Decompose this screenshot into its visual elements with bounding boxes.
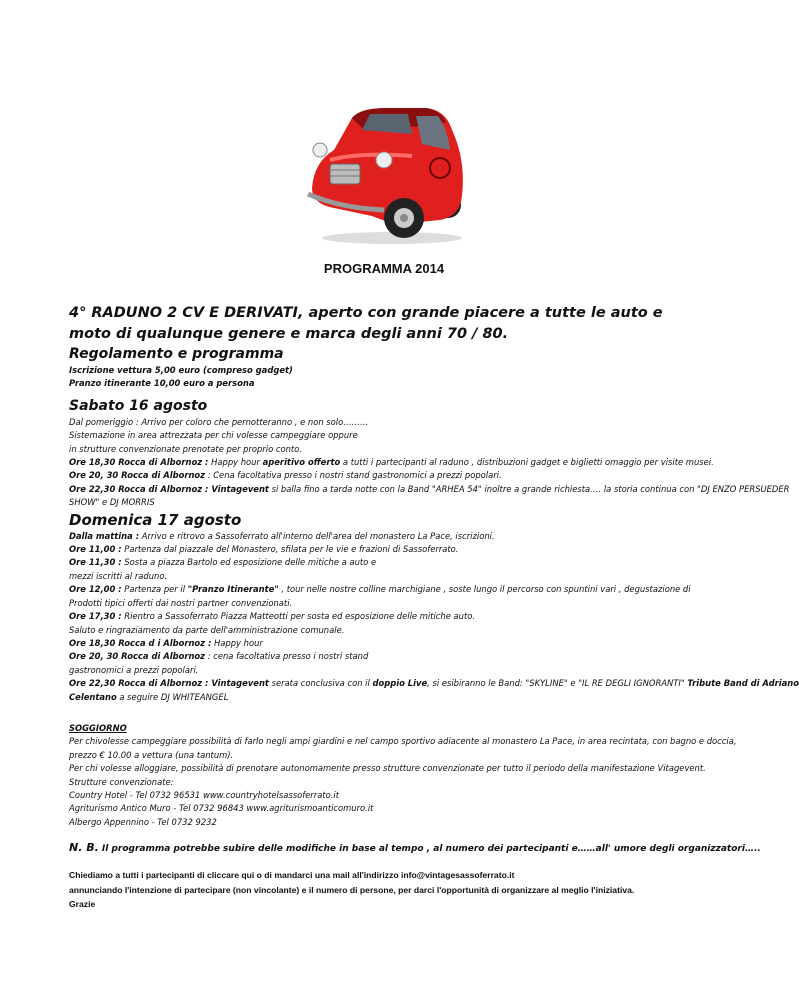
schedule-line: Dalla mattina : Arrivo e ritrovo a Sassoferrato all'interno dell'area del monastero La Pace, iscrizioni. (69, 530, 495, 541)
schedule-line: Sistemazione in area attrezzata per chi volesse campeggiare oppure (69, 430, 358, 441)
schedule-line: in strutture convenzionate prenotate per proprio conto. (69, 443, 302, 454)
regolamento-heading: Regolamento e programma (69, 346, 284, 362)
schedule-line: Ore 11,30 : Sosta a piazza Bartolo ed esposizione delle mitiche a auto e (69, 557, 377, 568)
soggiorno-line: Albergo Appennino - Tel 0732 9232 (69, 816, 217, 827)
schedule-line: Saluto e ringraziamento da parte dell'amministrazione comunale. (69, 624, 345, 635)
soggiorno-line: Strutture convenzionate: (69, 776, 174, 787)
schedule-line: Celentano a seguire DJ WHITEANGEL (69, 691, 229, 702)
soggiorno-line: Country Hotel - Tel 0732 96531 www.countryhotelsassoferrato.it (69, 789, 340, 800)
program-content (69, 303, 799, 912)
footer-line: annunciando l'intenzione di partecipare (non vincolante) e il numero di persone, per darci l'opportunità di organizzare al meglio l'iniziativa. (69, 884, 635, 895)
schedule-line: mezzi iscritti al raduno. (69, 570, 168, 581)
soggiorno-line: Agriturismo Antico Muro - Tel 0732 96843 www.agriturismoanticomuro.it (69, 803, 374, 814)
schedule-line: Prodotti tipici offerti dai nostri partner convenzionati. (69, 597, 293, 608)
car-illustration (300, 100, 468, 248)
schedule-line: Ore 20, 30 Rocca di Albornoz : Cena facoltativa presso i nostri stand gastronomici a prezzi popolari. (69, 470, 502, 481)
schedule-line: gastronomici a prezzi popolari. (69, 664, 199, 675)
soggiorno-line: prezzo € 10.00 a vettura (una tantum). (69, 749, 234, 760)
schedule-line: Ore 12,00 : Partenza per il "Pranzo Itinerante" , tour nelle nostre colline marchigiane , soste lungo il percorso con spuntini vari , degustazione di (69, 584, 691, 595)
schedule-line: Ore 20, 30 Rocca di Albornoz : cena facoltativa presso i nostri stand (69, 651, 369, 662)
fee-line: Pranzo itinerante 10,00 euro a persona (69, 378, 255, 389)
schedule-line: Ore 11,00 : Partenza dal piazzale del Monastero, sfilata per le vie e frazioni di Sassoferrato. (69, 544, 459, 555)
soggiorno-line: Per chivolesse campeggiare possibilità di farlo negli ampi giardini e nel campo sportivo adiacente al monastero La Pace, in area recintata, con bagno e doccia, (69, 736, 737, 747)
footer-line: Grazie (69, 899, 96, 910)
program-title: PROGRAMMA 2014 (323, 261, 445, 276)
schedule-line: Ore 22,30 Rocca di Albornoz : Vintagevent si balla fino a tarda notte con la Band "ARHEA 54" inoltre a grande richiesta…. la storia continua con "DJ ENZO PERSUEDER (69, 483, 790, 494)
soggiorno-line: Per chi volesse alloggiare, possibilità di prenotare autonomamente presso strutture convenzionate per tutto il periodo della manifestazione Vitagevent. (69, 763, 706, 774)
schedule-line: Ore 18,30 Rocca di Albornoz : Happy hour aperitivo offerto a tutti i partecipanti al raduno , distribuzioni gadget e biglietti omaggio per visite musei. (69, 457, 714, 468)
schedule-line: Ore 17,30 : Rientro a Sassoferrato Piazza Matteotti per sosta ed esposizione delle mitiche auto. (69, 611, 476, 622)
footer-line: Chiediamo a tutti i partecipanti di cliccare qui o di mandarci una mail all'indirizzo info@vintagesassoferrato.it (69, 870, 515, 881)
fee-line: Iscrizione vettura 5,00 euro (compreso gadget) (69, 365, 293, 375)
nb-note: N. B. Il programma potrebbe subire delle modifiche in base al tempo , al numero dei partecipanti e……all' umore degli organizzatori….. (69, 841, 761, 855)
soggiorno-heading: SOGGIORNO (69, 722, 127, 733)
schedule-line: Dal pomeriggio : Arrivo per coloro che pernotteranno , e non solo……… (69, 416, 369, 427)
schedule-line: Ore 18,30 Rocca d i Albornoz : Happy hour (69, 637, 263, 648)
schedule-line: SHOW" e DJ MORRIS (69, 497, 155, 508)
sabato-heading: Sabato 16 agosto (69, 397, 208, 414)
domenica-heading: Domenica 17 agosto (69, 510, 242, 529)
event-headline: 4° RADUNO 2 CV E DERIVATI, aperto con grande piacere a tutte le auto e moto di qualunque genere e marca degli anni 70 / 80. (69, 305, 663, 342)
schedule-line: Ore 22,30 Rocca di Albornoz : Vintagevent serata conclusiva con il doppio Live, si esibiranno le Band: "SKYLINE" e "IL RE DEGLI IGNORANTI" Tribute Band di Adriano (69, 678, 799, 689)
